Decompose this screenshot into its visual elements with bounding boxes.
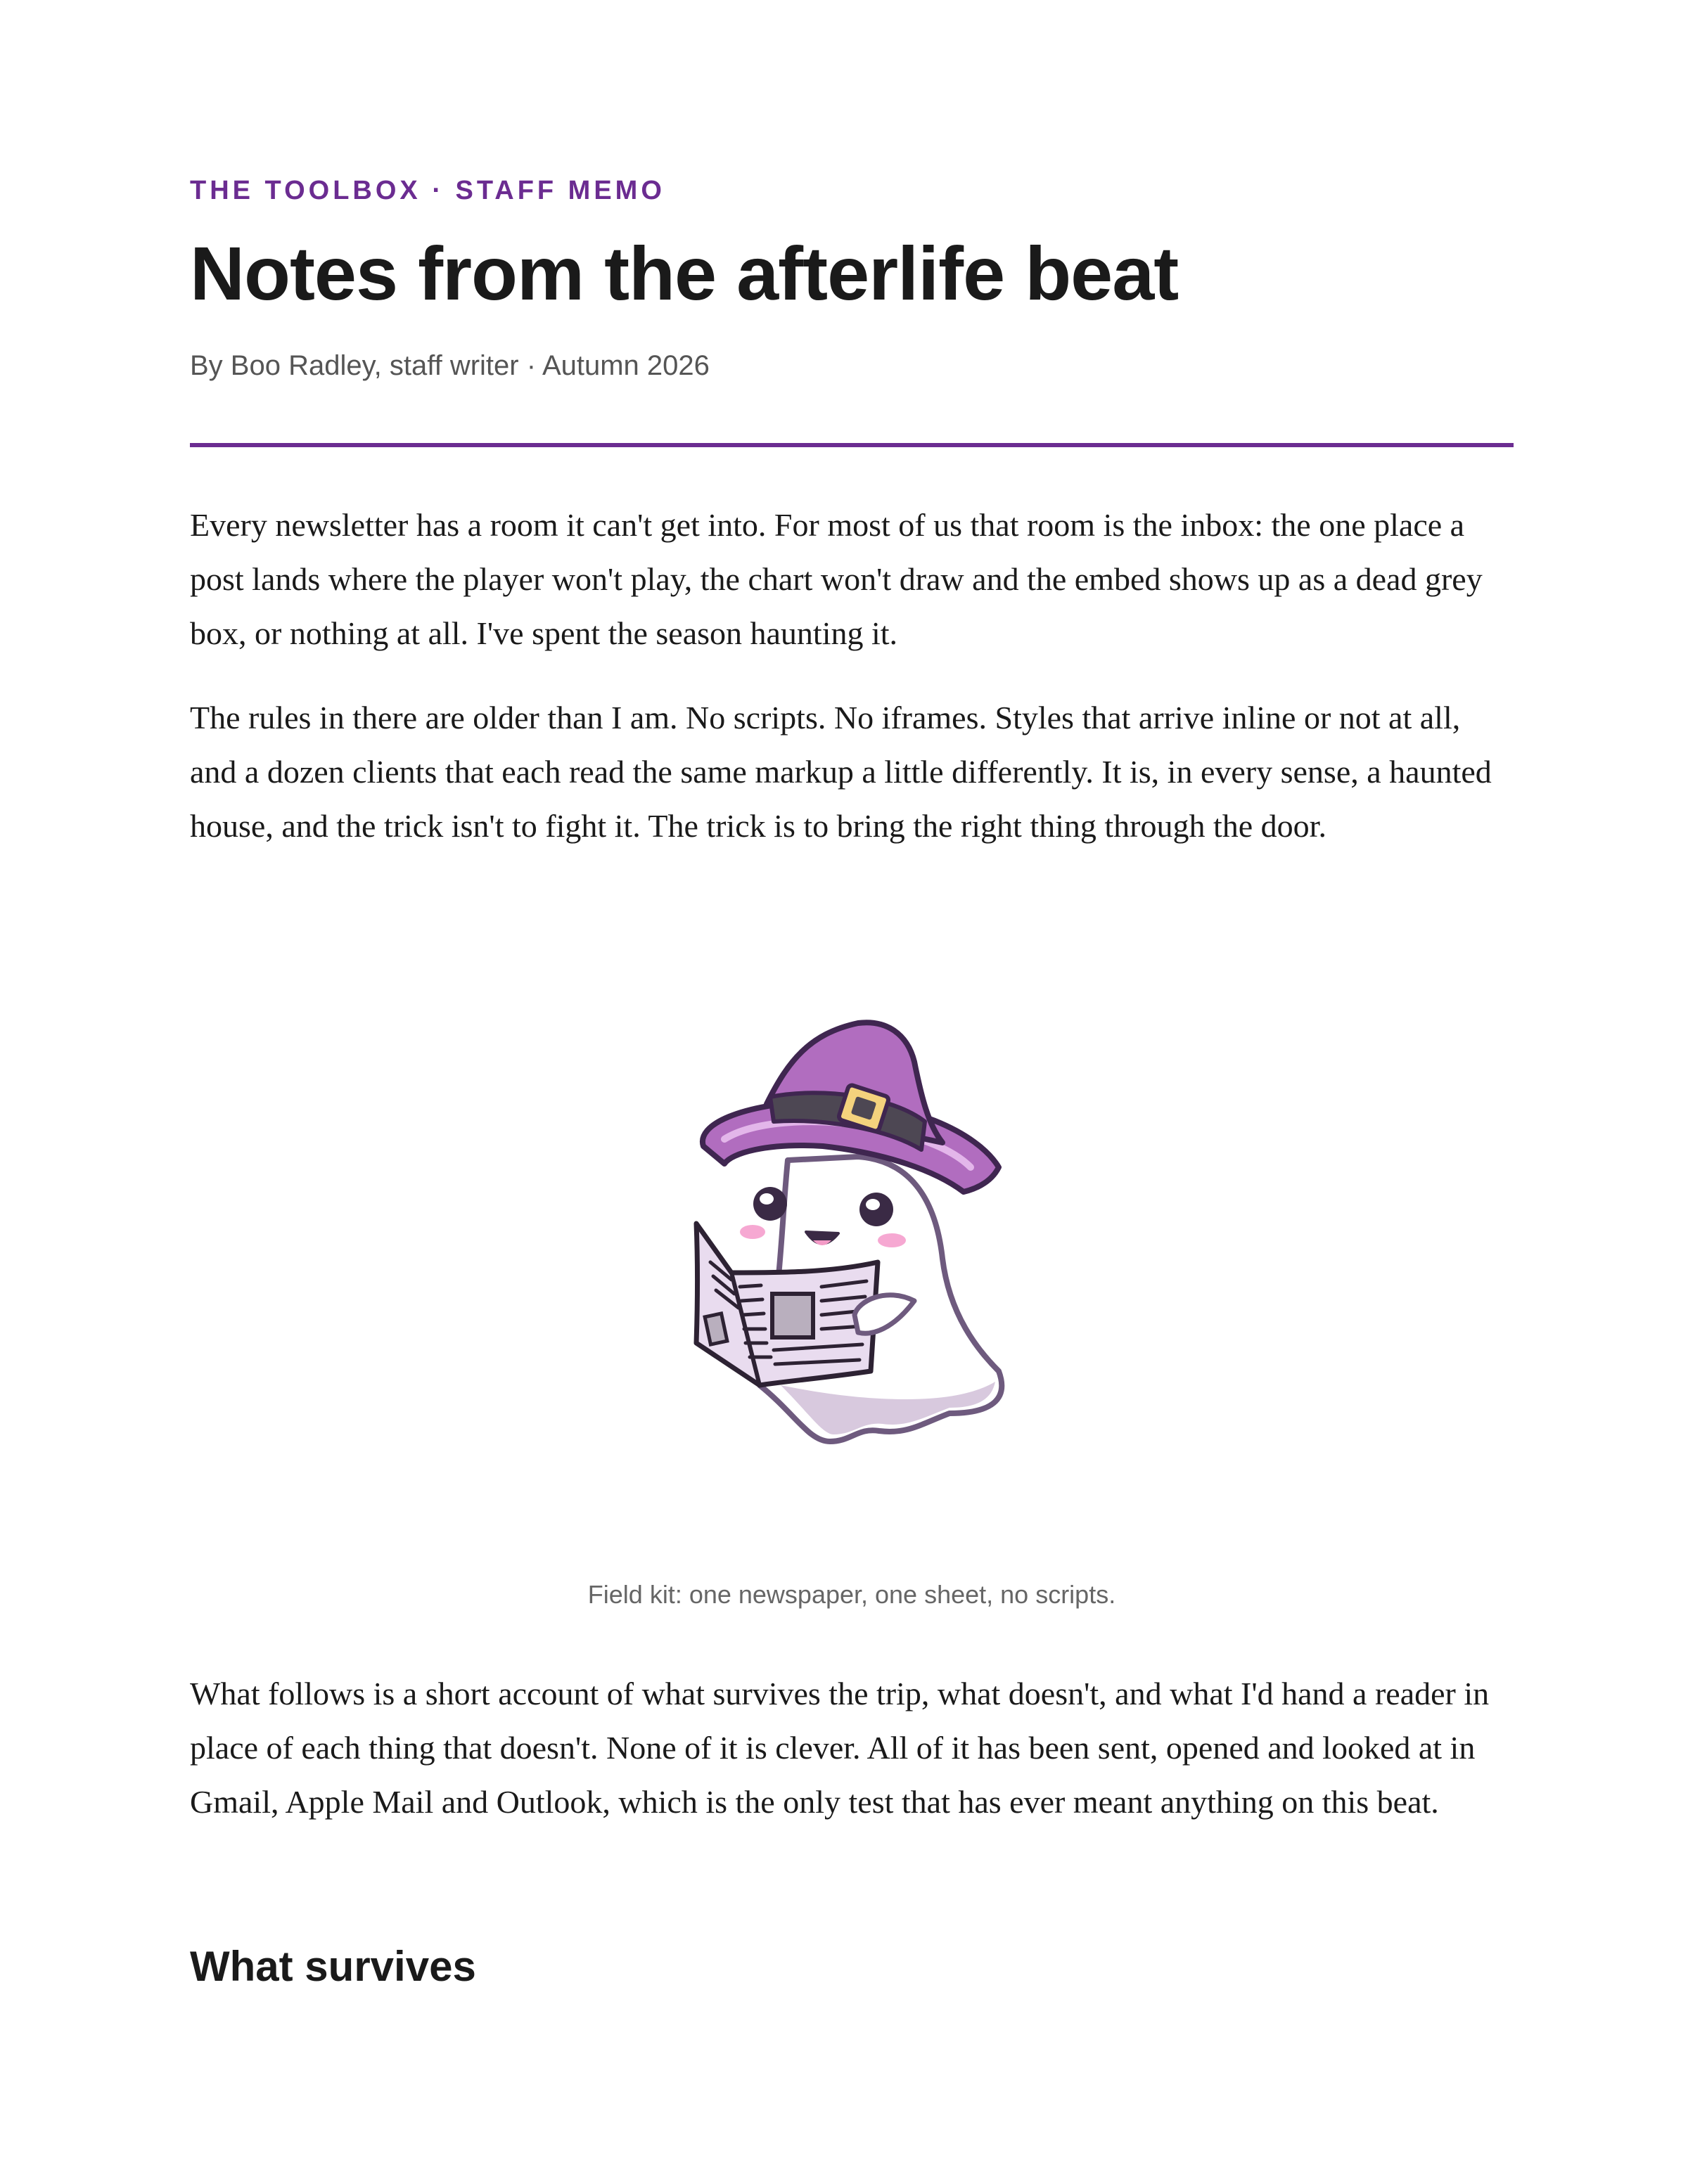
ghost-newspaper-illustration xyxy=(682,1020,1020,1470)
page-title: Notes from the afterlife beat xyxy=(190,231,1179,316)
byline: By Boo Radley, staff writer · Autumn 2026 xyxy=(190,350,710,381)
newspaper-photo-left xyxy=(705,1313,727,1344)
divider xyxy=(190,443,1514,447)
paragraph-2: The rules in there are older than I am. No scripts. No iframes. Styles that arrive inline or not at all, and a dozen clients that each read the same markup a little differently. It is, in every sense, a haunted house, and the trick isn't to fight it. The trick is to bring the right thing through the door. xyxy=(190,700,1492,844)
kicker: THE TOOLBOX · STAFF MEMO xyxy=(190,176,665,205)
paragraph-1: Every newsletter has a room it can't get into. For most of us that room is the inbox: the one place a post lands where the player won't play, the chart won't draw and the embed shows up as a dead grey box, or nothing at all. I've spent the season haunting it. xyxy=(190,507,1483,651)
newspaper-photo xyxy=(772,1294,813,1337)
right-eye xyxy=(859,1193,893,1226)
figure xyxy=(190,1020,1514,1470)
paragraph-3: What follows is a short account of what survives the trip, what doesn't, and what I'd hand a reader in place of each thing that doesn't. None of it is clever. All of it has been sent, opened and looked at in Gmail, Apple Mail and Outlook, which is the only test that has ever meant anything on this beat. xyxy=(190,1676,1490,1820)
left-cheek xyxy=(740,1225,765,1239)
section-heading: What survives xyxy=(190,1943,476,1990)
left-eye xyxy=(753,1187,787,1221)
right-cheek xyxy=(878,1233,906,1247)
figure-caption: Field kit: one newspaper, one sheet, no scripts. xyxy=(587,1580,1116,1609)
